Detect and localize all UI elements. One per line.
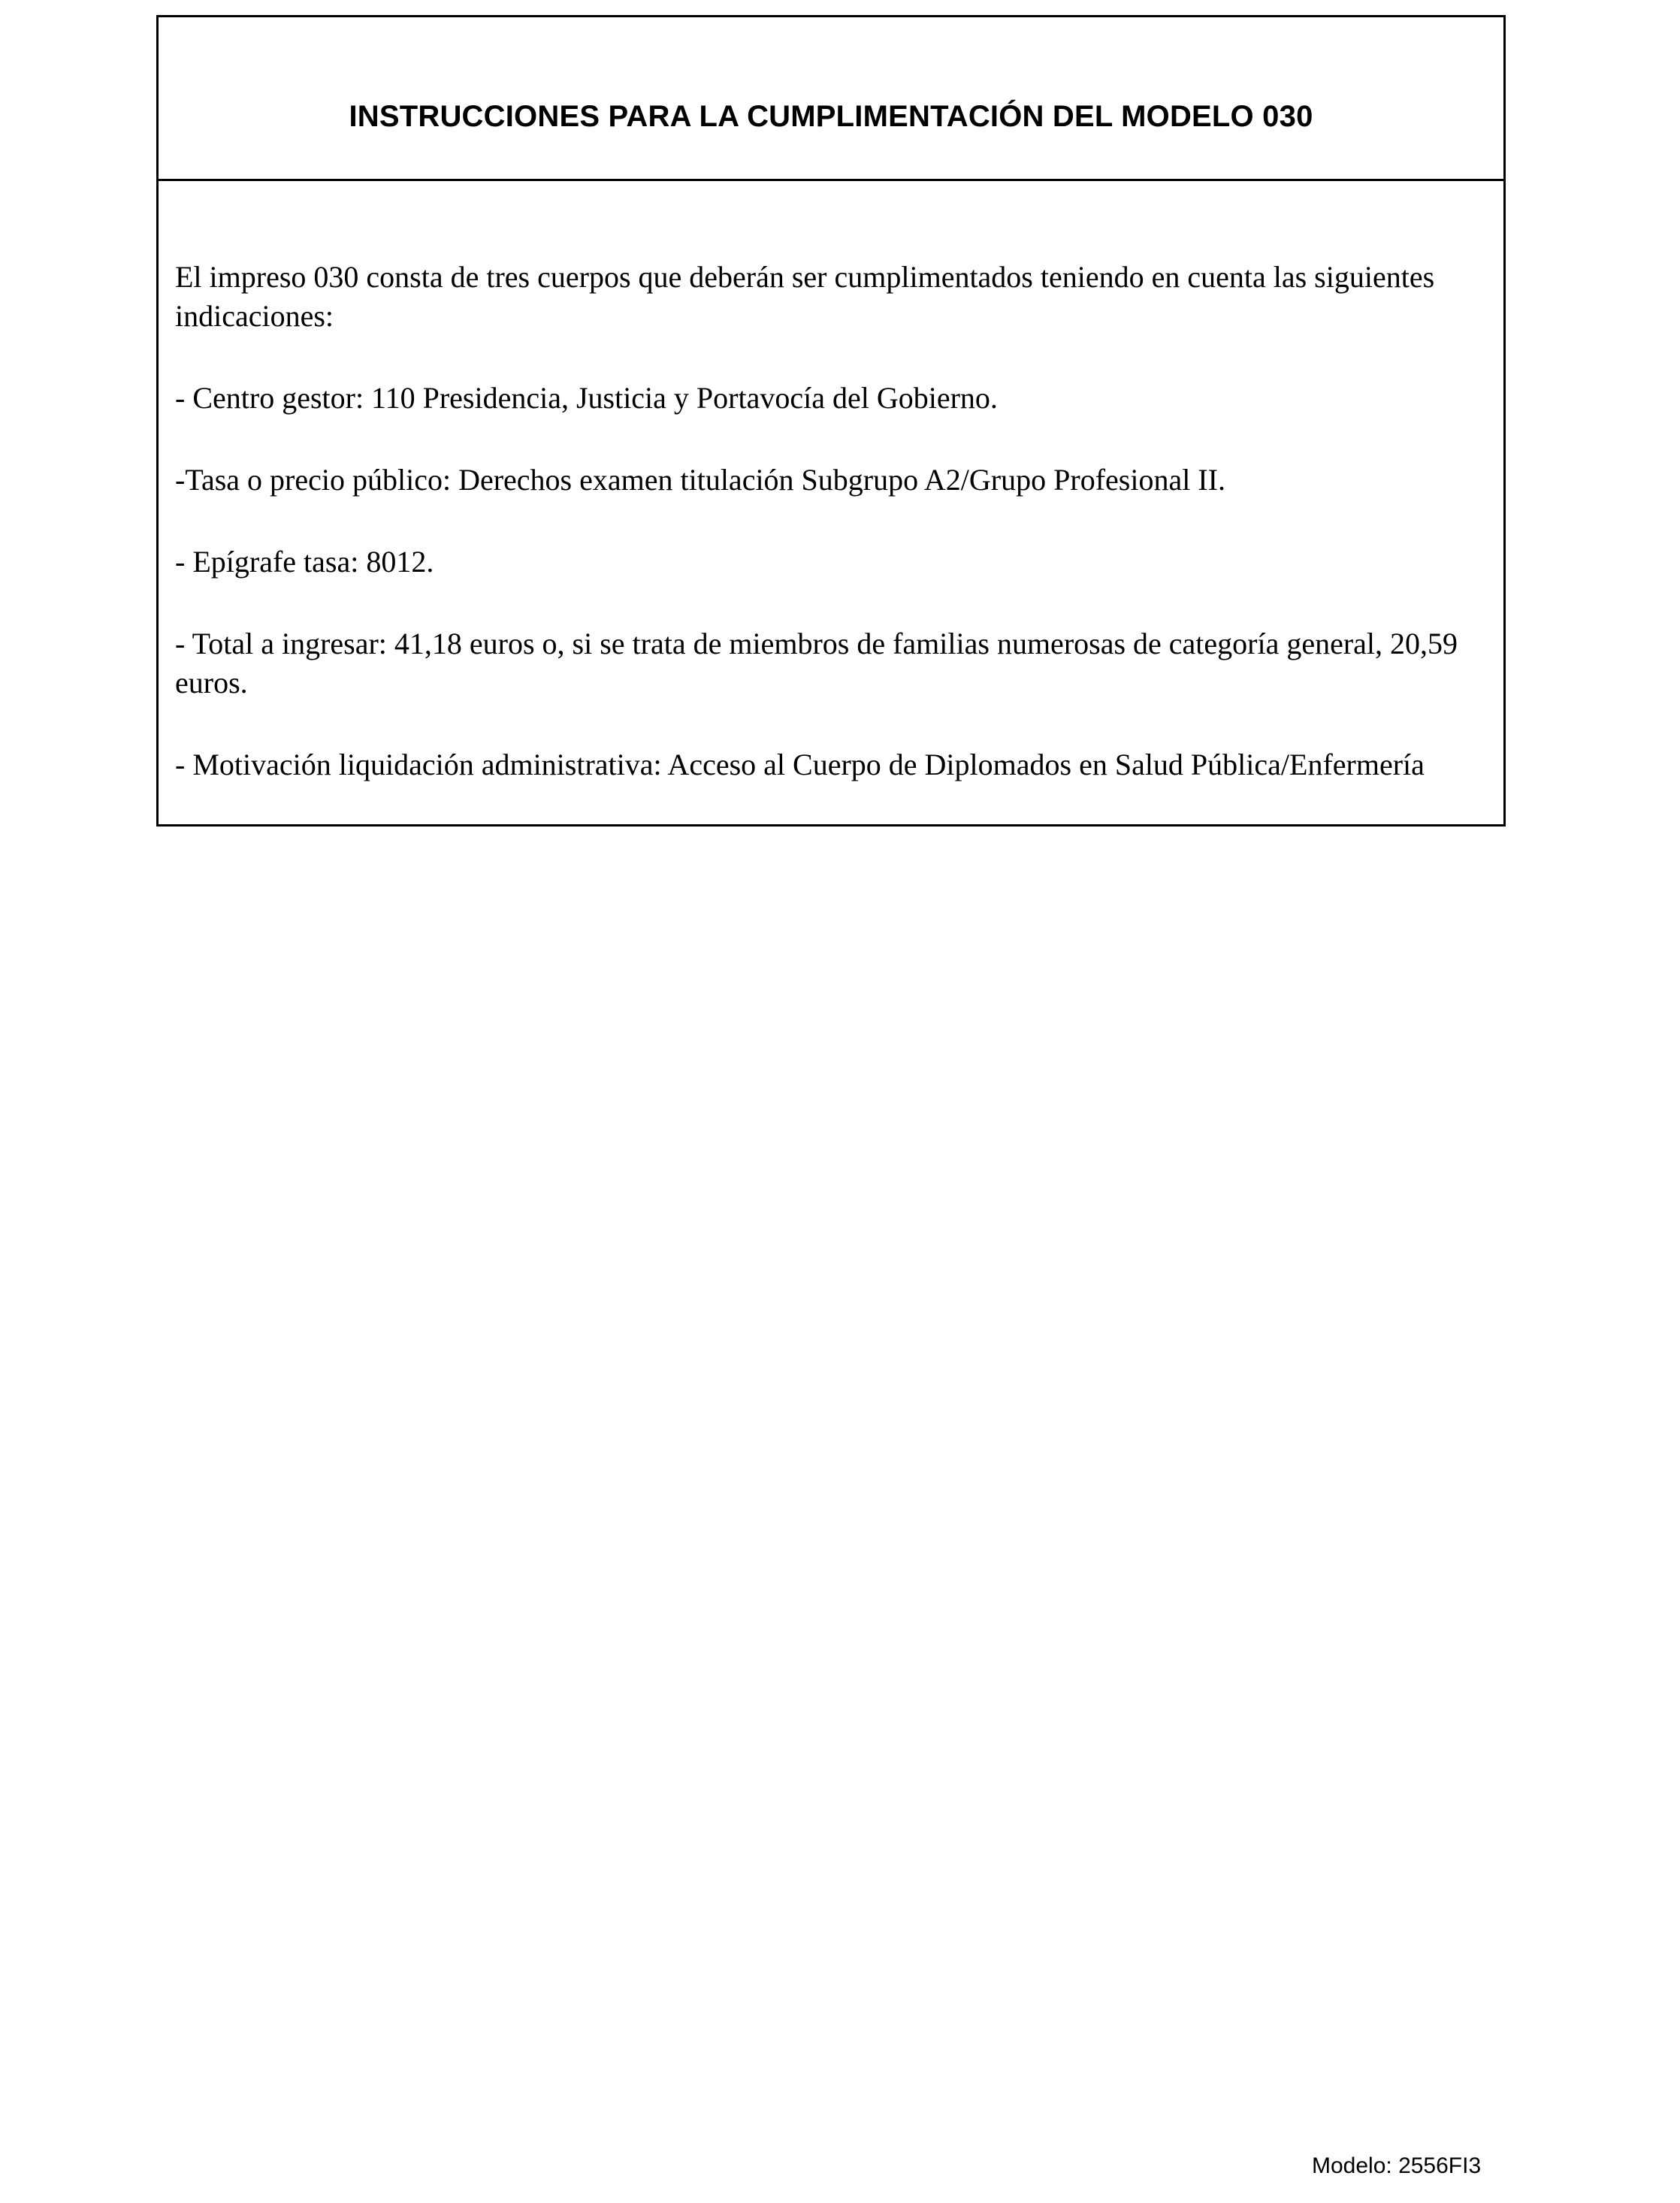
item-total-ingresar: - Total a ingresar: 41,18 euros o, si se trata de miembros de familias numerosas de categoría general, 20,59 euros. bbox=[175, 627, 1458, 700]
instructions-body bbox=[175, 258, 1487, 784]
intro-paragraph: El impreso 030 consta de tres cuerpos que deberán ser cumplimentados teniendo en cuenta las siguientes indicaciones: bbox=[175, 260, 1435, 333]
title-section bbox=[159, 17, 1503, 181]
document-title: INSTRUCCIONES PARA LA CUMPLIMENTACIÓN DEL MODELO 030 bbox=[349, 100, 1313, 133]
item-tasa-precio-publico: -Tasa o precio público: Derechos examen titulación Subgrupo A2/Grupo Profesional II. bbox=[175, 463, 1225, 497]
item-centro-gestor: - Centro gestor: 110 Presidencia, Justicia y Portavocía del Gobierno. bbox=[175, 381, 998, 415]
model-code-footer: Modelo: 2556FI3 bbox=[1312, 2153, 1482, 2178]
instructions-box bbox=[156, 15, 1506, 827]
item-epigrafe-tasa: - Epígrafe tasa: 8012. bbox=[175, 545, 434, 579]
item-motivacion-liquidacion: - Motivación liquidación administrativa: Acceso al Cuerpo de Diplomados en Salud Pública/Enfermería bbox=[175, 748, 1425, 781]
